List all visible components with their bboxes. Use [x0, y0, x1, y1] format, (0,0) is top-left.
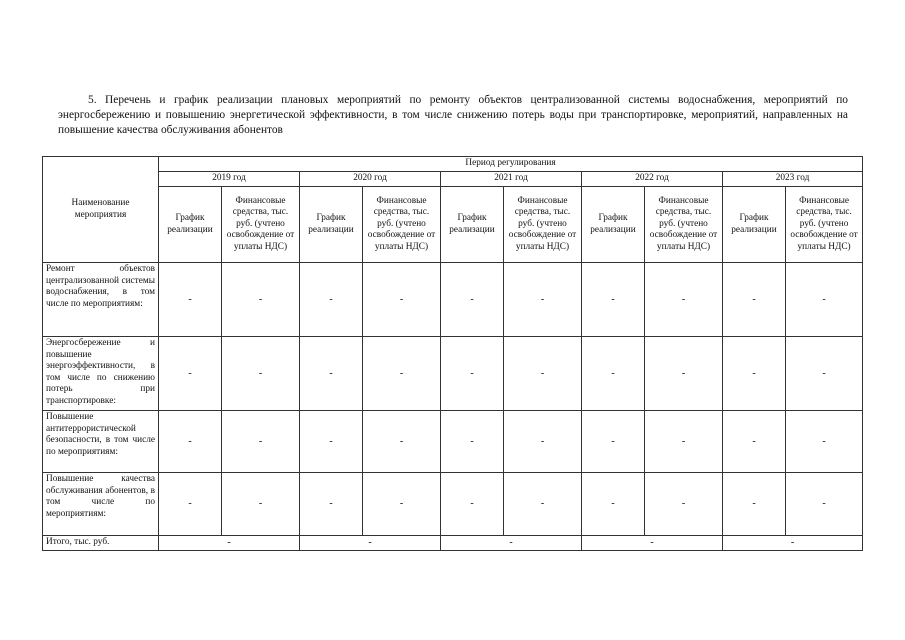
table-cell: -	[159, 473, 222, 536]
row-name: Ремонт объектов централизованной системы водоснабжения, в том числе по мероприятиям:	[43, 263, 159, 337]
header-finance: Финансовые средства, тыс. руб. (учтено освобождение от уплаты НДС)	[363, 187, 441, 263]
table-cell: -	[441, 411, 504, 473]
table-cell: -	[582, 473, 645, 536]
table-cell: -	[363, 473, 441, 536]
table-cell: -	[582, 263, 645, 337]
row-name: Повышение качества обслуживания абонентов, в том числе по мероприятиям:	[43, 473, 159, 536]
table-cell: -	[504, 473, 582, 536]
table-cell: -	[159, 263, 222, 337]
table-cell: -	[786, 411, 863, 473]
header-schedule: График реализации	[582, 187, 645, 263]
table-cell: -	[300, 411, 363, 473]
total-cell: -	[582, 536, 723, 551]
table-row	[43, 263, 863, 337]
row-name: Энергосбережение и повышение энергоэффективности, в том числе по снижению потерь при транспортировке:	[43, 337, 159, 411]
table-cell: -	[222, 337, 300, 411]
total-label: Итого, тыс. руб.	[43, 536, 159, 551]
table-cell: -	[441, 473, 504, 536]
header-schedule: График реализации	[441, 187, 504, 263]
header-finance: Финансовые средства, тыс. руб. (учтено освобождение от уплаты НДС)	[645, 187, 723, 263]
header-year: 2020 год	[300, 172, 441, 187]
table-cell: -	[786, 473, 863, 536]
header-year: 2019 год	[159, 172, 300, 187]
total-cell: -	[159, 536, 300, 551]
table-cell: -	[723, 337, 786, 411]
table-cell: -	[645, 337, 723, 411]
table-cell: -	[723, 263, 786, 337]
table-cell: -	[222, 411, 300, 473]
header-finance: Финансовые средства, тыс. руб. (учтено освобождение от уплаты НДС)	[504, 187, 582, 263]
table-cell: -	[645, 411, 723, 473]
table-row	[43, 411, 863, 473]
table-cell: -	[582, 411, 645, 473]
table-cell: -	[222, 263, 300, 337]
table-cell: -	[363, 337, 441, 411]
table-cell: -	[786, 263, 863, 337]
table-cell: -	[159, 411, 222, 473]
header-schedule: График реализации	[300, 187, 363, 263]
table-cell: -	[645, 263, 723, 337]
header-finance: Финансовые средства, тыс. руб. (учтено освобождение от уплаты НДС)	[222, 187, 300, 263]
table-cell: -	[723, 411, 786, 473]
header-name: Наименование мероприятия	[43, 157, 159, 263]
table-cell: -	[504, 337, 582, 411]
header-period: Период регулирования	[159, 157, 863, 172]
table-cell: -	[222, 473, 300, 536]
plan-table	[42, 156, 863, 551]
header-year: 2023 год	[723, 172, 863, 187]
table-cell: -	[645, 473, 723, 536]
document-heading	[58, 93, 848, 138]
row-name: Повышение антитеррористической безопасности, в том числе по мероприятиям:	[43, 411, 159, 473]
header-year: 2022 год	[582, 172, 723, 187]
total-cell: -	[441, 536, 582, 551]
table-cell: -	[159, 337, 222, 411]
header-row-period	[43, 157, 863, 172]
table-row	[43, 337, 863, 411]
table-cell: -	[504, 411, 582, 473]
header-schedule: График реализации	[159, 187, 222, 263]
total-cell: -	[723, 536, 863, 551]
table-cell: -	[300, 337, 363, 411]
total-row	[43, 536, 863, 551]
table-cell: -	[300, 263, 363, 337]
header-row-years	[43, 172, 863, 187]
table-cell: -	[300, 473, 363, 536]
table-cell: -	[363, 263, 441, 337]
table-cell: -	[441, 263, 504, 337]
table-cell: -	[723, 473, 786, 536]
heading-text: 5. Перечень и график реализации плановых мероприятий по ремонту объектов централизованной системы водоснабжения, мероприятий по энергосбережению и повышению энергетической эффективности, в том числе снижению потерь воды при транспортировке, мероприятий, направленных на повышение качества обслуживания абонентов	[58, 94, 848, 136]
header-row-columns	[43, 187, 863, 263]
table-row	[43, 473, 863, 536]
header-year: 2021 год	[441, 172, 582, 187]
table-cell: -	[504, 263, 582, 337]
header-schedule: График реализации	[723, 187, 786, 263]
table-cell: -	[363, 411, 441, 473]
total-cell: -	[300, 536, 441, 551]
header-finance: Финансовые средства, тыс. руб. (учтено освобождение от уплаты НДС)	[786, 187, 863, 263]
table-cell: -	[441, 337, 504, 411]
table-cell: -	[582, 337, 645, 411]
table-cell: -	[786, 337, 863, 411]
